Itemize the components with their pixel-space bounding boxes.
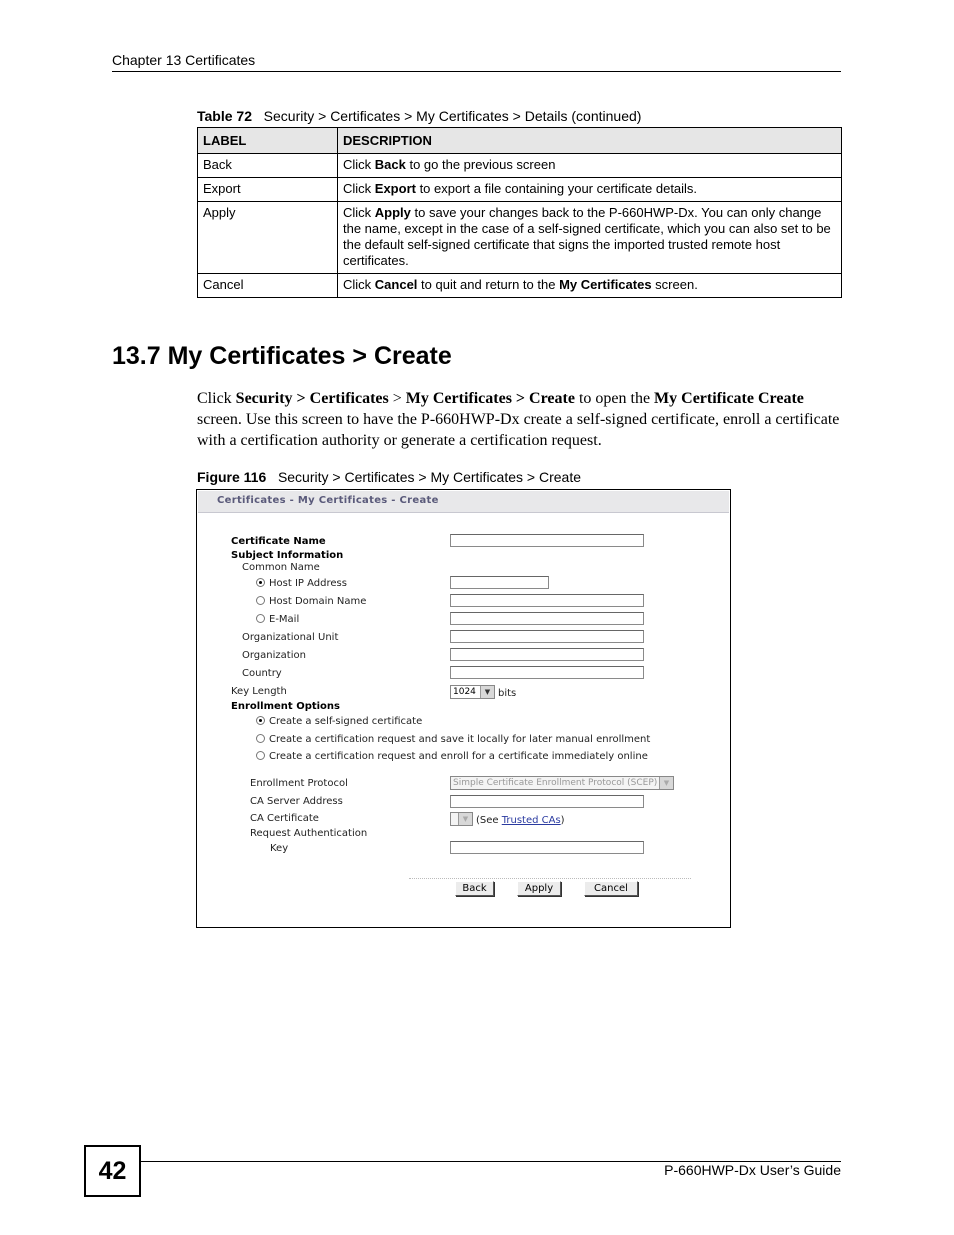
host-domain-label: Host Domain Name [269,596,367,607]
title-divider [198,512,729,513]
subject-information-label: Subject Information [231,550,344,561]
screenshot-certificate-create [196,489,731,928]
ca-certificate-select[interactable] [450,812,473,826]
key-input[interactable] [450,841,644,854]
cancel-button[interactable]: Cancel [584,881,638,896]
org-unit-input[interactable] [450,630,644,643]
email-label: E-Mail [269,614,300,625]
row-label: Export [198,178,338,202]
organization-input[interactable] [450,648,644,661]
ca-server-address-label: CA Server Address [250,796,343,807]
certificate-name-label: Certificate Name [231,536,326,547]
host-domain-input[interactable] [450,594,644,607]
button-separator [409,878,691,879]
chevron-down-icon: ▼ [458,813,472,825]
table-row [198,178,842,202]
table-header-row [198,128,842,154]
enrollment-protocol-label: Enrollment Protocol [250,778,348,789]
screen-title: Certificates - My Certificates - Create [217,495,439,506]
org-unit-label: Organizational Unit [242,632,339,643]
chevron-down-icon: ▼ [659,777,673,789]
row-description: Click Apply to save your changes back to the P-660HWP-Dx. You can only change the name, except in the case of a self-signed certificate, which you can also set to be the default self-signed certificate that signs the imported trusted remote host certificates. [338,202,842,274]
section-paragraph: Click Security > Certificates > My Certificates > Create to open the My Certificate Create screen. Use this screen to have the P-660HWP-Dx create a self-signed certificate, enroll a certificate with a certification authority or generate a certification request. [197,390,840,449]
row-label: Cancel [198,274,338,298]
save-locally-label: Create a certification request and save it locally for later manual enrollment [269,734,651,745]
certificate-name-input[interactable] [450,534,644,547]
table-title: Security > Certificates > My Certificates > Details (continued) [263,108,642,124]
host-ip-radio[interactable] [256,578,265,587]
request-authentication-label: Request Authentication [250,828,368,839]
self-signed-label: Create a self-signed certificate [269,716,423,727]
details-table [197,127,842,298]
save-locally-radio[interactable] [256,734,265,743]
host-ip-label: Host IP Address [269,578,347,589]
back-button[interactable]: Back [455,881,494,896]
row-description: Click Cancel to quit and return to the My Certificates screen. [338,274,842,298]
guide-title: P-660HWP-Dx User’s Guide [664,1162,841,1178]
email-input[interactable] [450,612,644,625]
ca-certificate-label: CA Certificate [250,813,319,824]
enroll-online-radio[interactable] [256,751,265,760]
row-label: Back [198,154,338,178]
table-row [198,274,842,298]
country-label: Country [242,668,282,679]
figure-caption [197,469,581,485]
enroll-online-label: Create a certification request and enroll for a certificate immediately online [269,751,648,762]
enrollment-protocol-select[interactable]: Simple Certificate Enrollment Protocol (SCEP) ▼ [450,776,674,790]
chevron-down-icon: ▼ [480,686,494,698]
header-rule [112,71,841,72]
common-name-label: Common Name [242,562,320,573]
key-length-select[interactable]: 1024 ▼ [450,685,495,699]
email-radio[interactable] [256,614,265,623]
page-number: 42 [84,1145,141,1197]
table-number: Table 72 [197,108,252,124]
table-row [198,154,842,178]
table-row [198,202,842,274]
enrollment-options-label: Enrollment Options [231,701,340,712]
table-caption [197,108,641,124]
row-label: Apply [198,202,338,274]
see-trusted-cas-note: (See Trusted CAs) [476,815,565,826]
apply-button[interactable]: Apply [517,881,561,896]
row-description: Click Back to go the previous screen [338,154,842,178]
country-input[interactable] [450,666,644,679]
col-description-header: DESCRIPTION [338,128,842,154]
host-domain-radio[interactable] [256,596,265,605]
key-length-label: Key Length [231,686,287,697]
section-heading: 13.7 My Certificates > Create [112,342,452,370]
key-label: Key [270,843,289,854]
ca-server-address-input[interactable] [450,795,644,808]
chapter-header: Chapter 13 Certificates [112,52,256,68]
host-ip-input[interactable] [450,576,549,589]
organization-label: Organization [242,650,306,661]
row-description: Click Export to export a file containing your certificate details. [338,178,842,202]
bits-label: bits [498,688,517,699]
col-label-header: LABEL [198,128,338,154]
figure-title: Security > Certificates > My Certificates > Create [277,469,581,485]
figure-number: Figure 116 [197,469,267,485]
trusted-cas-link[interactable]: Trusted CAs [501,815,561,826]
self-signed-radio[interactable] [256,716,265,725]
